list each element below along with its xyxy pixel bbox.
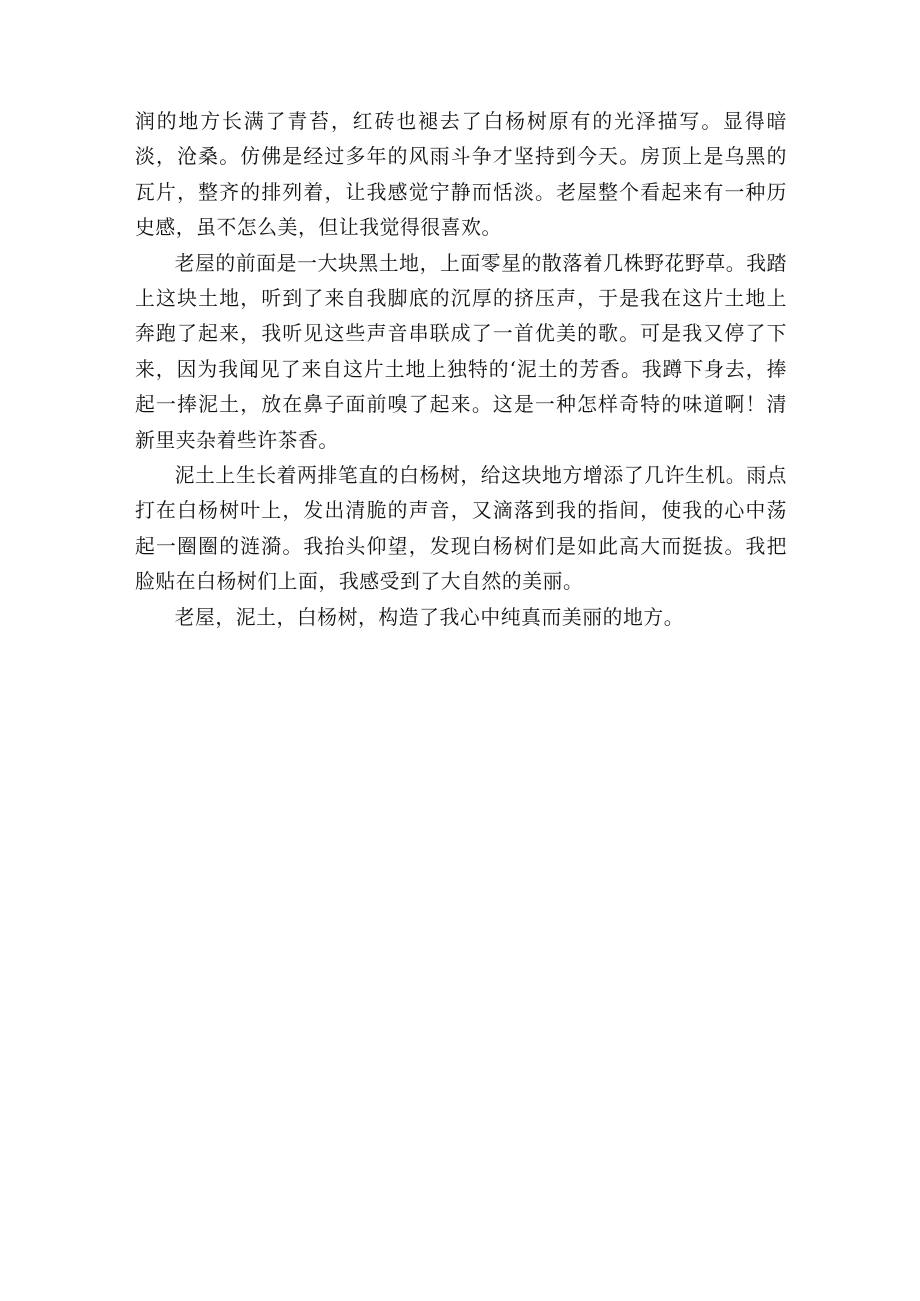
- paragraph-1: 润的地方长满了青苔，红砖也褪去了白杨树原有的光泽描写。显得暗淡，沧桑。仿佛是经过多年的风雨斗争才坚持到今天。房顶上是乌黑的瓦片，整齐的排列着，让我感觉宁静而恬淡。老屋整个看起来有一种历史感，虽不怎么美，但让我觉得很喜欢。: [135, 110, 787, 240]
- paragraph-4: 老屋，泥土，白杨树，构造了我心中纯真而美丽的地方。: [174, 605, 685, 629]
- paragraph-2: 老屋的前面是一大块黑土地，上面零星的散落着几株野花野草。我踏上这块土地，听到了来自我脚底的沉厚的挤压声，于是我在这片土地上奔跑了起来，我听见这些声音串联成了一首优美的歌。可是我又停了下来，因为我闻见了来自这片土地上独特的‘泥土的芳香。我蹲下身去，捧起一捧泥土，放在鼻子面前嗅了起来。这是一种怎样奇特的味道啊！清新里夹杂着些许茶香。: [135, 251, 787, 452]
- paragraph-3: 泥土上生长着两排笔直的白杨树，给这块地方增添了几许生机。雨点打在白杨树叶上，发出清脆的声音，又滴落到我的指间，使我的心中荡起一圈圈的涟漪。我抬头仰望，发现白杨树们是如此高大而挺拔。我把脸贴在白杨树们上面，我感受到了大自然的美丽。: [135, 464, 787, 594]
- document-body: [135, 104, 787, 635]
